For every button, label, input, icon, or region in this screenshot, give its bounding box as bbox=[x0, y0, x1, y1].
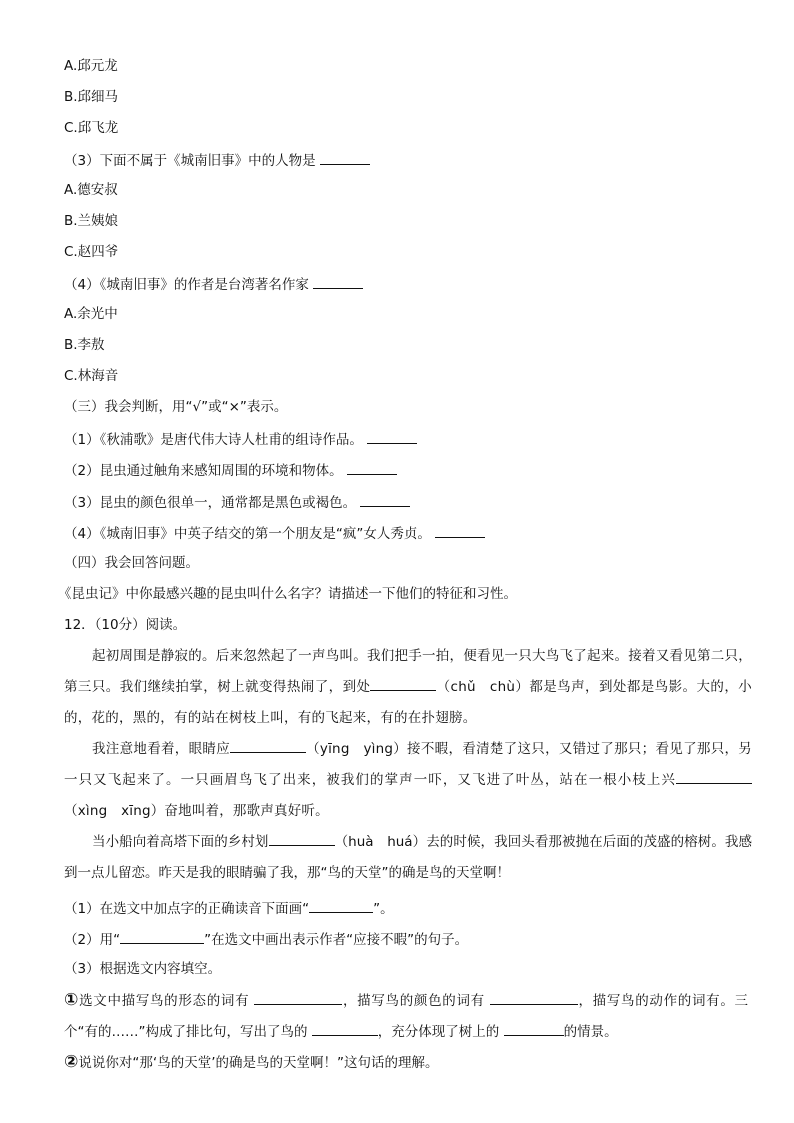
sub-question-text: ”。 bbox=[373, 901, 394, 917]
fill-in-1 bbox=[64, 985, 748, 1048]
passage-text: 当小船向着高塔下面的乡村划 bbox=[92, 834, 269, 850]
fill-text: 的情景。 bbox=[563, 1024, 618, 1040]
answer-blank[interactable] bbox=[504, 1020, 564, 1036]
option-a: A.邱元龙 bbox=[64, 58, 118, 74]
sub-question-text: ”在选文中画出表示作者“应接不暇”的句子。 bbox=[204, 932, 469, 948]
answer-blank[interactable] bbox=[490, 989, 578, 1005]
question-4 bbox=[64, 273, 363, 295]
option-b: B.兰姨娘 bbox=[64, 213, 119, 229]
fill-text: ，描写鸟的动作的词有。三个“有的……”构成了排比句，写出了鸟的 bbox=[64, 993, 749, 1040]
option-b: B.邱细马 bbox=[64, 89, 119, 105]
passage-text: （xìng xīng）奋地叫着，那歌声真好听。 bbox=[64, 803, 329, 819]
passage-text: （yīng yìng）接不暇，看清楚了这只，又错过了那只；看见了那只，另一只又飞起来了。一只画眉鸟飞了出来，被我们的掌声一吓，又飞进了叶丛，站在一根小枝上兴 bbox=[64, 741, 752, 788]
judge-item bbox=[64, 522, 485, 544]
fill-text: 选文中描写鸟的形态的词有 bbox=[79, 993, 250, 1009]
question-3-stem: （3）下面不属于《城南旧事》中的人物是 bbox=[64, 153, 316, 169]
judge-item-text: （1）《秋浦歌》是唐代伟大诗人杜甫的组诗作品。 bbox=[64, 432, 363, 448]
fill-text: ，描写鸟的颜色的词有 bbox=[342, 993, 485, 1009]
option-b: B.李敖 bbox=[64, 337, 105, 353]
sub-question-text: （2）用“ bbox=[64, 932, 121, 948]
option-a: A.余光中 bbox=[64, 306, 118, 322]
sub-question-2 bbox=[64, 928, 468, 950]
question-12-header: 12．（10分）阅读。 bbox=[64, 617, 187, 633]
judge-item bbox=[64, 459, 397, 481]
judge-item-text: （2）昆虫通过触角来感知周围的环境和物体。 bbox=[64, 463, 343, 479]
fill-in-2 bbox=[64, 1052, 438, 1073]
option-a: A.德安叔 bbox=[64, 182, 118, 198]
passage-paragraph-3 bbox=[64, 827, 752, 889]
judge-item-text: （4）《城南旧事》中英子结交的第一个朋友是“疯”女人秀贞。 bbox=[64, 526, 431, 542]
judge-item bbox=[64, 428, 417, 450]
question-3 bbox=[64, 149, 370, 171]
passage-text: 我注意地看着，眼睛应 bbox=[92, 741, 231, 757]
fill-text: ，充分体现了树上的 bbox=[377, 1024, 500, 1040]
answer-blank[interactable] bbox=[676, 768, 752, 784]
answer-blank[interactable] bbox=[312, 1020, 378, 1036]
sub-question-3: （3）根据选文内容填空。 bbox=[64, 961, 222, 977]
passage-text: （chǔ chù）都是鸟声，到处都是鸟影。大的，小的，花的，黑的，有的站在树枝上叫，有的飞起来，有的在扑翅膀。 bbox=[64, 679, 753, 726]
question-4-stem: （4）《城南旧事》的作者是台湾著名作家 bbox=[64, 277, 309, 293]
section-4-title: （四）我会回答问题。 bbox=[64, 555, 199, 571]
open-question: 《昆虫记》中你最感兴趣的昆虫叫什么名字？请描述一下他们的特征和习性。 bbox=[58, 586, 517, 602]
passage-paragraph-2 bbox=[64, 734, 752, 827]
section-3-title: （三）我会判断，用“√”或“×”表示。 bbox=[64, 399, 288, 415]
fill-text: 说说你对“那‘鸟的天堂’的确是鸟的天堂啊！”这句话的理解。 bbox=[78, 1055, 439, 1071]
option-c: C.邱飞龙 bbox=[64, 120, 119, 136]
sub-question-1 bbox=[64, 897, 394, 919]
answer-blank[interactable] bbox=[435, 522, 485, 538]
circled-number: ② bbox=[64, 1052, 79, 1072]
passage-text: （huà huá）去的时候，我回头看那被抛在后面的茂盛的榕树。我感到一点儿留恋。昨天是我的眼睛骗了我，那“鸟的天堂”的确是鸟的天堂啊！ bbox=[64, 834, 752, 881]
answer-blank[interactable] bbox=[309, 897, 373, 913]
answer-blank[interactable] bbox=[367, 428, 417, 444]
answer-blank[interactable] bbox=[360, 491, 410, 507]
answer-blank[interactable] bbox=[254, 989, 342, 1005]
option-c: C.林海音 bbox=[64, 368, 119, 384]
passage-text: 起初周围是静寂的。后来忽然起了一声鸟叫。我们把手一拍，便看见一只大鸟飞了起来。接着又看见第二只，第三只。我们继续拍掌，树上就变得热闹了，到处 bbox=[64, 648, 752, 695]
answer-blank[interactable] bbox=[120, 928, 204, 944]
sub-question-text: （1）在选文中加点字的正确读音下面画“ bbox=[64, 901, 310, 917]
passage-paragraph-1 bbox=[64, 641, 752, 734]
circled-number: ① bbox=[64, 990, 80, 1010]
option-c: C.赵四爷 bbox=[64, 244, 119, 260]
answer-blank[interactable] bbox=[320, 149, 370, 165]
answer-blank[interactable] bbox=[313, 273, 363, 289]
answer-blank[interactable] bbox=[230, 737, 306, 753]
answer-blank[interactable] bbox=[370, 675, 436, 691]
judge-item bbox=[64, 491, 410, 513]
answer-blank[interactable] bbox=[269, 830, 335, 846]
judge-item-text: （3）昆虫的颜色很单一，通常都是黑色或褐色。 bbox=[64, 495, 357, 511]
answer-blank[interactable] bbox=[347, 459, 397, 475]
